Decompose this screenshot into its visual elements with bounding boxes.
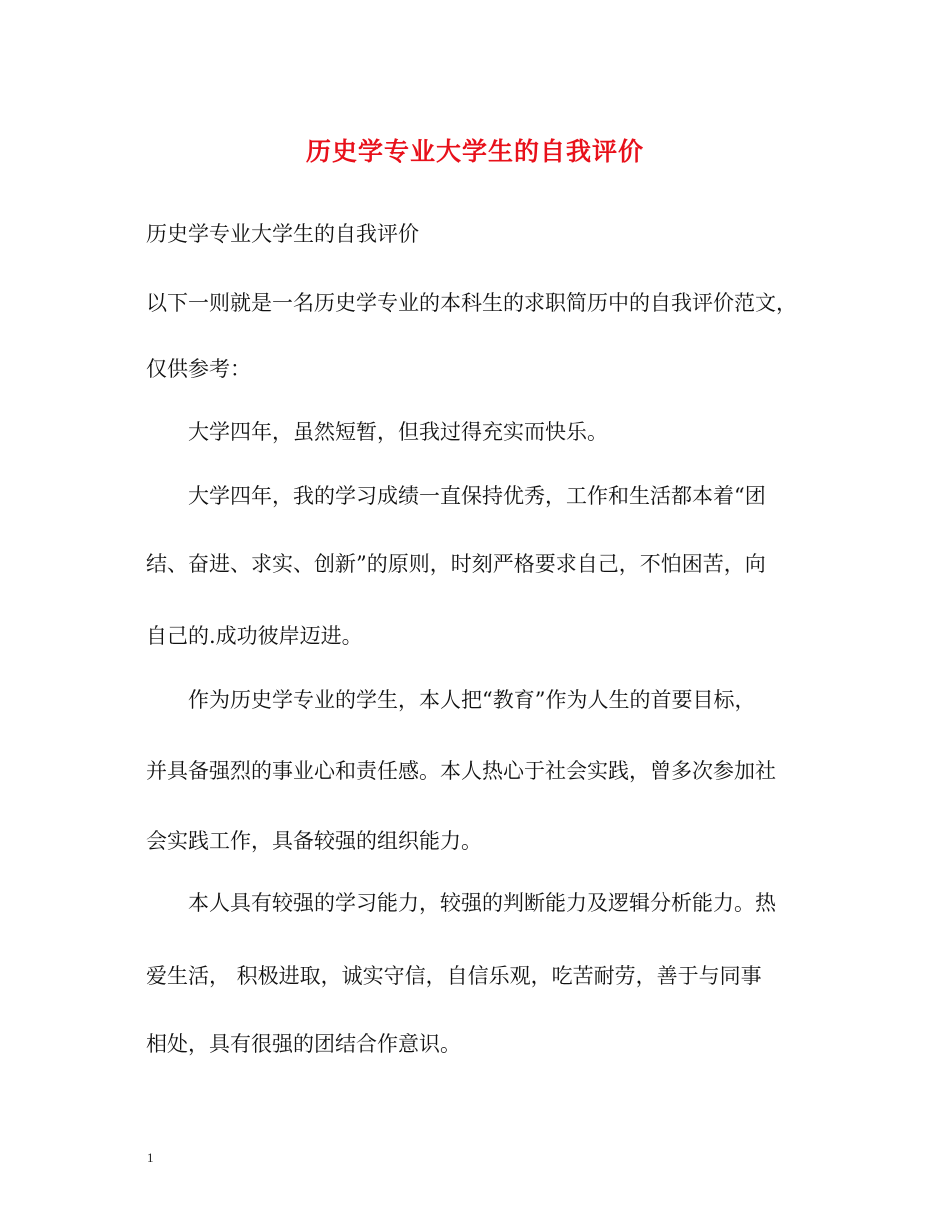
text-line-paragraph-2-line-3: 自己的.成功彼岸迈进。: [146, 624, 363, 648]
text-line-paragraph-3-line-3: 会实践工作，具备较强的组织能力。: [146, 829, 482, 853]
text-line-subtitle: 历史学专业大学生的自我评价: [146, 222, 419, 246]
text-line-intro: 以下一则就是一名历史学专业的本科生的求职简历中的自我评价范文，: [146, 291, 797, 315]
text-line-paragraph-4-line-2: 爱生活， 积极进取，诚实守信，自信乐观，吃苦耐劳，善于与同事: [146, 964, 762, 988]
text-line-paragraph-3-line-2: 并具备强烈的事业心和责任感。本人热心于社会实践，曾多次参加社: [146, 759, 776, 783]
page-number: 1: [147, 1150, 154, 1165]
text-line-paragraph-2-line-1: 大学四年，我的学习成绩一直保持优秀，工作和生活都本着“团: [188, 484, 766, 508]
text-line-paragraph-3-line-1: 作为历史学专业的学生，本人把“教育”作为人生的首要目标，: [188, 688, 756, 712]
text-line-paragraph-4-line-1: 本人具有较强的学习能力，较强的判断能力及逻辑分析能力。热: [188, 891, 776, 915]
text-line-intro-cont: 仅供参考：: [146, 357, 251, 381]
text-line-paragraph-1: 大学四年，虽然短暂，但我过得充实而快乐。: [188, 420, 608, 444]
document-title: 历史学专业大学生的自我评价: [305, 137, 644, 166]
text-line-paragraph-2-line-2: 结、奋进、求实、创新”的原则，时刻严格要求自己，不怕困苦，向: [146, 552, 766, 576]
text-line-paragraph-4-line-3: 相处，具有很强的团结合作意识。: [146, 1032, 461, 1056]
